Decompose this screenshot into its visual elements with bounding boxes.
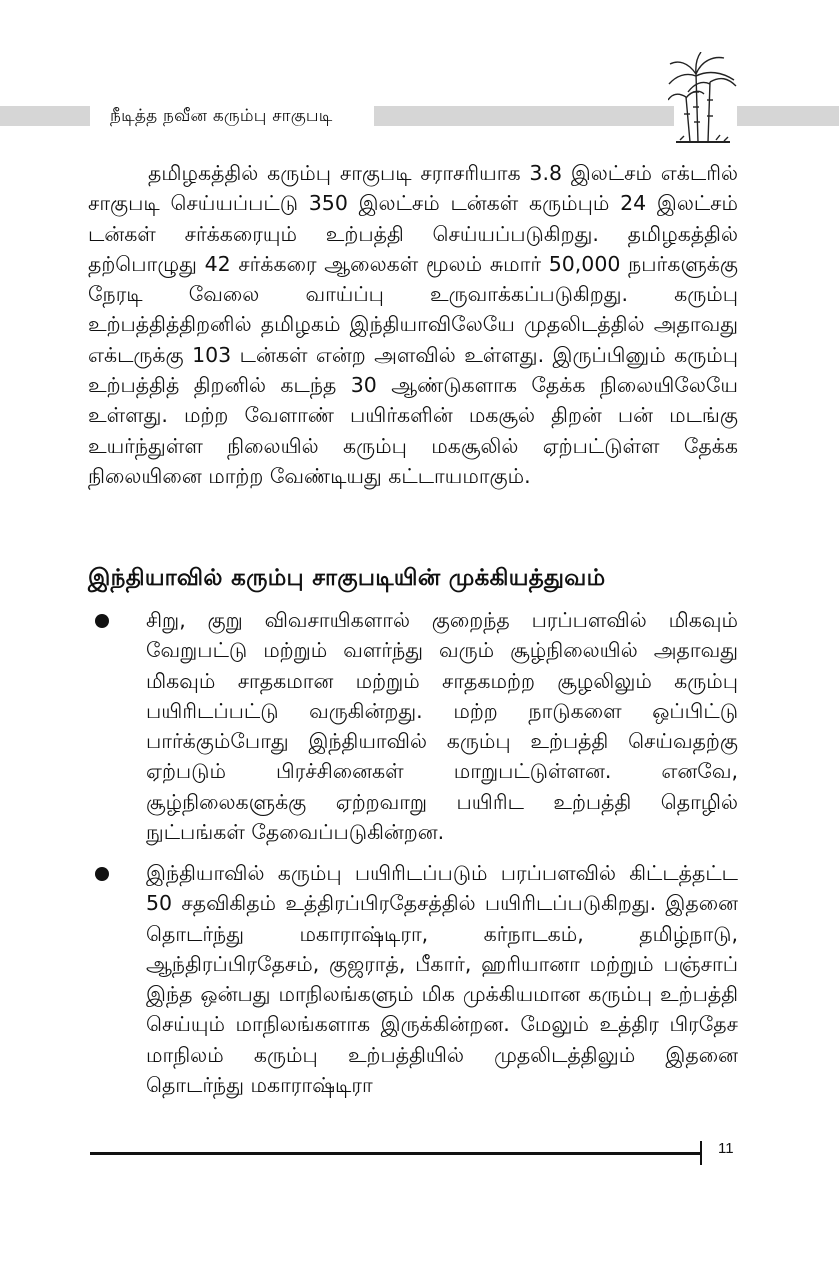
list-item-text: இந்தியாவில் கரும்பு பயிரிடப்படும் பரப்பளவில் கிட்டத்தட்ட 50 சதவிகிதம் உத்திரப்பிரதேசத்தில் பயிரிடப்படுகிறது. இதனை தொடர்ந்து மகாராஷ்டிரா, கர்நாடகம், தமிழ்நாடு, ஆந்திரப்பிரதேசம், குஜராத், பீகார், ஹரியானா மற்றும் பஞ்சாப் இந்த ஒன்பது மாநிலங்களும் மிக முக்கியமான கரும்பு உற்பத்தி செய்யும் மாநிலங்களாக இருக்கின்றன. மேலும் உத்திர பிரதேச மாநிலம் கரும்பு உற்பத்தியில் முதலிடத்திலும் இதனை தொடர்ந்து மகாராஷ்டிரா — [146, 861, 738, 1098]
sugarcane-illustration-icon — [668, 52, 738, 146]
header-band-right — [737, 106, 839, 126]
intro-paragraph: தமிழகத்தில் கரும்பு சாகுபடி சராசரியாக 3.8 இலட்சம் எக்டரில் சாகுபடி செய்யப்பட்டு 350 இலட்சம் டன்கள் கரும்பும் 24 இலட்சம் டன்கள் சர்க்கரையும் உற்பத்தி செய்யப்படுகிறது. தமிழகத்தில் தற்பொழுது 42 சர்க்கரை ஆலைகள் மூலம் சுமார் 50,000 நபர்களுக்கு நேரடி வேலை வாய்ப்பு உருவாக்கப்படுகிறது. கரும்பு உற்பத்தித்திறனில் தமிழகம் இந்தியாவிலேயே முதலிடத்தில் அதாவது எக்டருக்கு 103 டன்கள் என்ற அளவில் உள்ளது. இருப்பினும் கரும்பு உற்பத்தித் திறனில் கடந்த 30 ஆண்டுகளாக தேக்க நிலையிலேயே உள்ளது. மற்ற வேளாண் பயிர்களின் மகசூல் திறன் பன் மடங்கு உயர்ந்துள்ள நிலையில் கரும்பு மகசூலில் ஏற்பட்டுள்ள தேக்க நிலையினை மாற்ற வேண்டியது கட்டாயமாகும். — [88, 161, 738, 488]
list-item — [88, 605, 738, 847]
footer-rule — [90, 1152, 700, 1155]
list-item — [88, 858, 738, 1100]
header-band-middle — [374, 106, 674, 126]
running-header-title: நீடித்த நவீன கரும்பு சாகுபடி — [110, 106, 333, 126]
bullet-icon — [95, 614, 109, 628]
footer-divider — [700, 1141, 702, 1165]
page-number: 11 — [718, 1140, 734, 1157]
list-item-text: சிறு, குறு விவசாயிகளால் குறைந்த பரப்பளவில் மிகவும் வேறுபட்டு மற்றும் வளர்ந்து வரும் சூழ்நிலையில் அதாவது மிகவும் சாதகமான மற்றும் சாதகமற்ற சூழலிலும் கரும்பு பயிரிடப்பட்டு வருகின்றது. மற்ற நாடுகளை ஒப்பிட்டு பார்க்கும்போது இந்தியாவில் கரும்பு உற்பத்தி செய்வதற்கு ஏற்படும் பிரச்சினைகள் மாறுபட்டுள்ளன. எனவே, சூழ்நிலைகளுக்கு ஏற்றவாறு பயிரிட உற்பத்தி தொழில் நுட்பங்கள் தேவைப்படுகின்றன. — [146, 608, 738, 845]
section-heading: இந்தியாவில் கரும்பு சாகுபடியின் முக்கியத்துவம் — [88, 565, 606, 591]
bullet-icon — [95, 867, 109, 881]
header-band-left — [0, 106, 90, 126]
